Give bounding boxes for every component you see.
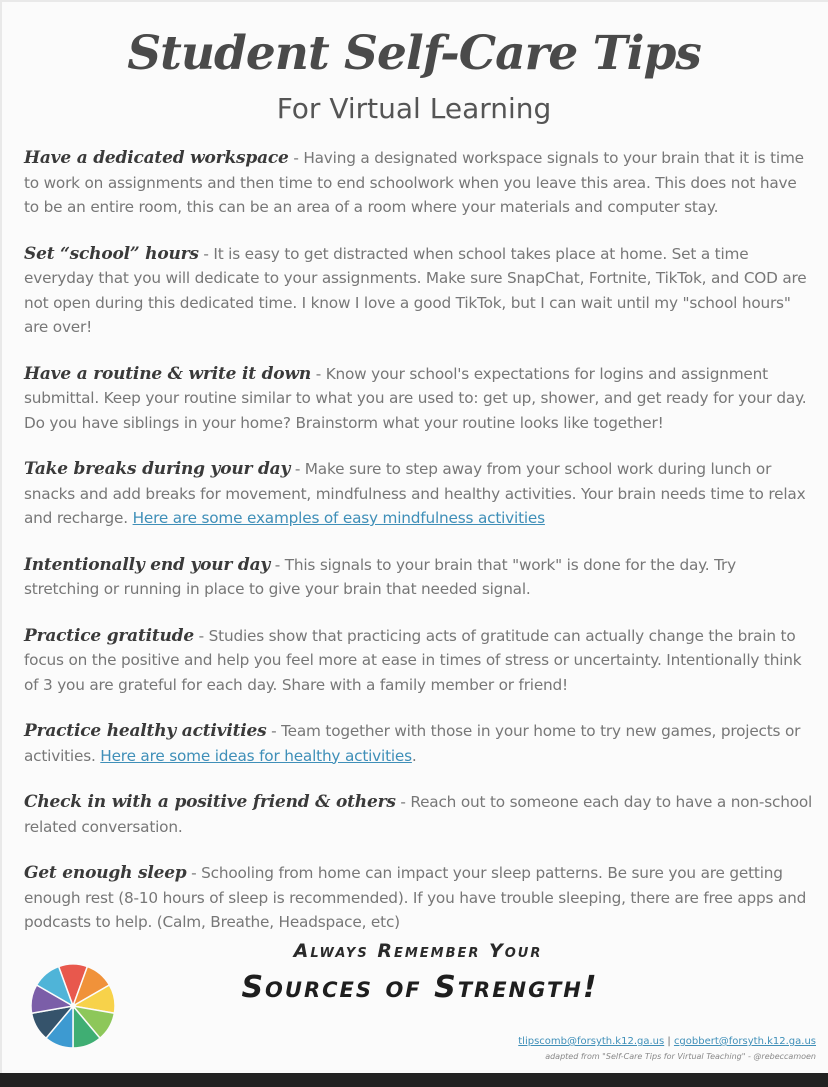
tip-text: - Studies show that practicing acts of gratitude can actually change the brain to focus on the positive and help you feel more at ease in times of stress or uncertainty. Intentionally think of 3 you are grateful for each day. Share with a family member or friend!	[24, 626, 802, 694]
tip-gratitude	[24, 624, 814, 698]
tip-title: Get enough sleep	[24, 863, 187, 883]
tip-text: - Having a designated workspace signals to your brain that it is time to work on assignments and then time to end schoolwork when you leave this area. This does not have to be an entire room, this can be an area of a room where your materials and computer stay.	[24, 149, 804, 216]
bottom-bar	[0, 1073, 828, 1087]
email-link-2[interactable]: cgobbert@forsyth.k12.ga.us	[673, 1036, 816, 1047]
tip-end-day	[24, 553, 814, 602]
tip-text: - Team together with those in your home to try new games, projects or activities.	[24, 722, 801, 765]
tip-title: Practice healthy activities	[24, 721, 267, 741]
tip-title: Have a dedicated workspace	[24, 148, 289, 168]
tip-routine	[24, 362, 814, 436]
wheel-center	[70, 1003, 76, 1009]
tip-title: Have a routine & write it down	[24, 363, 312, 384]
tip-text: - Schooling from home can impact your sleep patterns. Be sure you are getting enough rest (8-10 hours of sleep is recommended). If you have trouble sleeping, there are free apps and podcasts to help. (Calm, Breathe, Headspace, etc)	[24, 864, 807, 931]
tip-text: - Reach out to someone each day to have a non-school related conversation.	[24, 793, 813, 836]
tip-title: Set “school” hours	[24, 243, 199, 264]
email-link-1[interactable]: tlipscomb@forsyth.k12.ga.us	[518, 1036, 665, 1047]
tip-text-end: .	[411, 746, 417, 765]
remember-heading: Always Remember Your	[293, 940, 543, 962]
sources-of-strength-heading: Sources of Strength!	[241, 970, 599, 1005]
tips-list	[24, 146, 814, 957]
tip-positive-friend	[24, 790, 814, 839]
tip-title: Check in with a positive friend & others	[24, 792, 396, 812]
tip-text: - Make sure to step away from your school work during lunch or snacks and add breaks for movement, mindfulness and healthy activities. Your brain needs time to relax and recharge.	[24, 460, 806, 527]
tip-sleep	[24, 861, 814, 935]
credit-line: adapted from "Self-Care Tips for Virtual Teaching" - @rebeccamoen	[545, 1052, 816, 1061]
tip-title: Intentionally end your day	[24, 554, 271, 575]
tip-school-hours	[24, 242, 814, 340]
sources-of-strength-wheel-icon	[30, 963, 116, 1049]
mindfulness-activities-link[interactable]: Here are some examples of easy mindfulness activities	[132, 509, 545, 527]
tip-text: - Know your school's expectations for logins and assignment submittal. Keep your routine similar to what you are used to: get up, shower, and get ready for your day. Do you have siblings in your home? Brainstorm what your routine looks like together!	[24, 364, 807, 432]
email-separator: |	[664, 1036, 674, 1047]
tip-text: - This signals to your brain that "work" is done for the day. Try stretching or running in place to give your brain that needed signal.	[24, 555, 736, 598]
contact-emails	[518, 1036, 816, 1047]
tip-title: Take breaks during your day	[24, 459, 291, 479]
healthy-activities-link[interactable]: Here are some ideas for healthy activities	[100, 746, 412, 765]
tip-healthy-activities	[24, 719, 814, 768]
tip-breaks	[24, 457, 814, 531]
tip-text: - It is easy to get distracted when school takes place at home. Set a time everyday that you will dedicate to your assignments. Make sure SnapChat, Fortnite, TikTok, and COD are not open during this dedicated time. I know I love a good TikTok, but I can wait until my "school hours" are over!	[24, 244, 807, 336]
page-title: Student Self-Care Tips	[127, 26, 701, 81]
tip-workspace	[24, 146, 814, 220]
page-subtitle: For Virtual Learning	[276, 92, 552, 125]
tip-title: Practice gratitude	[24, 625, 194, 646]
